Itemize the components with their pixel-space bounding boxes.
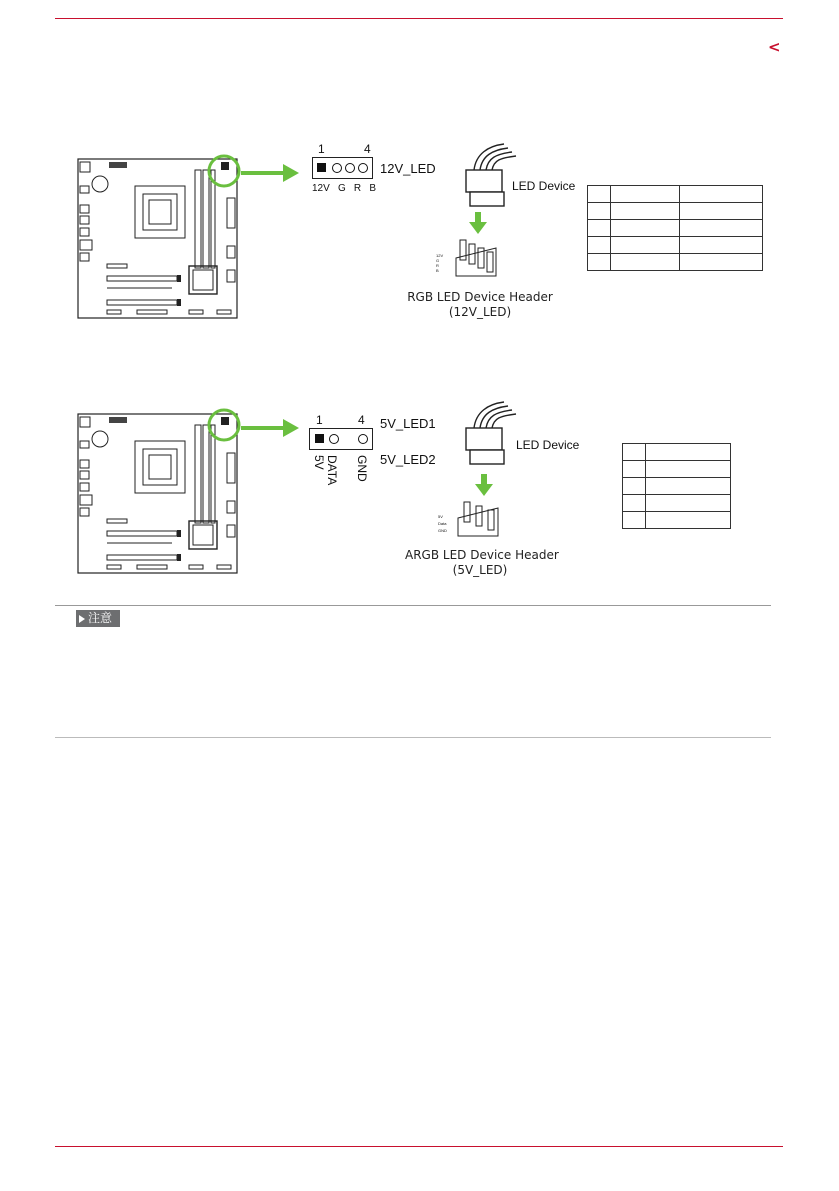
footer-rule	[55, 1146, 783, 1147]
illus-pin-labels-argb	[438, 513, 447, 534]
pointer-arrow-rgb	[239, 162, 301, 188]
pin-first-label-argb: 1	[316, 413, 323, 427]
header-pinout-rgb	[312, 157, 373, 179]
pin-label: R	[353, 183, 362, 194]
led-connector-illustration-rgb	[440, 142, 520, 294]
pin-label-gnd: GND	[355, 455, 369, 482]
pin-label: G	[337, 183, 346, 194]
pointer-arrow-argb	[239, 417, 301, 443]
pin-last-label-argb: 4	[358, 413, 365, 427]
illus-pin-label: 12V	[436, 253, 444, 258]
caption-rgb-line2: (12V_LED)	[448, 305, 512, 319]
note-tag-label: 注意	[88, 611, 113, 625]
caption-rgb-line1: RGB LED Device Header	[407, 290, 553, 304]
pin-label-5v: 5V	[312, 455, 326, 470]
note-top-rule	[55, 605, 771, 606]
illus-pin-label: G	[436, 258, 440, 263]
caption-argb-line1: ARGB LED Device Header	[405, 548, 559, 562]
illus-pin-label: 5V	[438, 514, 443, 519]
illus-pin-label: R	[436, 263, 439, 268]
pin-label: B	[369, 183, 376, 194]
header-name-argb-1: 5V_LED1	[380, 416, 436, 431]
header-rule	[55, 18, 783, 19]
led-device-label-argb: LED Device	[516, 438, 580, 452]
highlight-circle-argb	[207, 408, 241, 446]
pin-first-label: 1	[318, 142, 325, 156]
note-tag	[76, 610, 120, 627]
pin-label: 12V	[312, 183, 330, 194]
illus-pin-label: Data	[438, 521, 447, 526]
pin-last-label: 4	[364, 142, 371, 156]
note-triangle-icon	[79, 615, 85, 623]
illus-pin-label: B	[436, 268, 439, 273]
note-bottom-rule	[55, 737, 771, 738]
illus-pin-labels-rgb	[436, 253, 443, 273]
pin-labels-rgb	[312, 183, 376, 194]
pin-label-data: DATA	[325, 455, 339, 486]
header-name-rgb: 12V_LED	[380, 161, 436, 176]
caption-argb-line2: (5V_LED)	[452, 563, 508, 577]
back-arrow-icon[interactable]: <	[768, 38, 781, 56]
header-pinout-argb	[309, 428, 373, 450]
highlight-circle-rgb	[207, 154, 241, 192]
led-connector-illustration-argb	[440, 400, 520, 552]
pin-table-argb	[622, 443, 731, 529]
led-device-label-rgb: LED Device	[512, 179, 576, 193]
header-name-argb-2: 5V_LED2	[380, 452, 436, 467]
pin-table-rgb	[587, 185, 763, 271]
illus-pin-label: GND	[438, 528, 447, 533]
